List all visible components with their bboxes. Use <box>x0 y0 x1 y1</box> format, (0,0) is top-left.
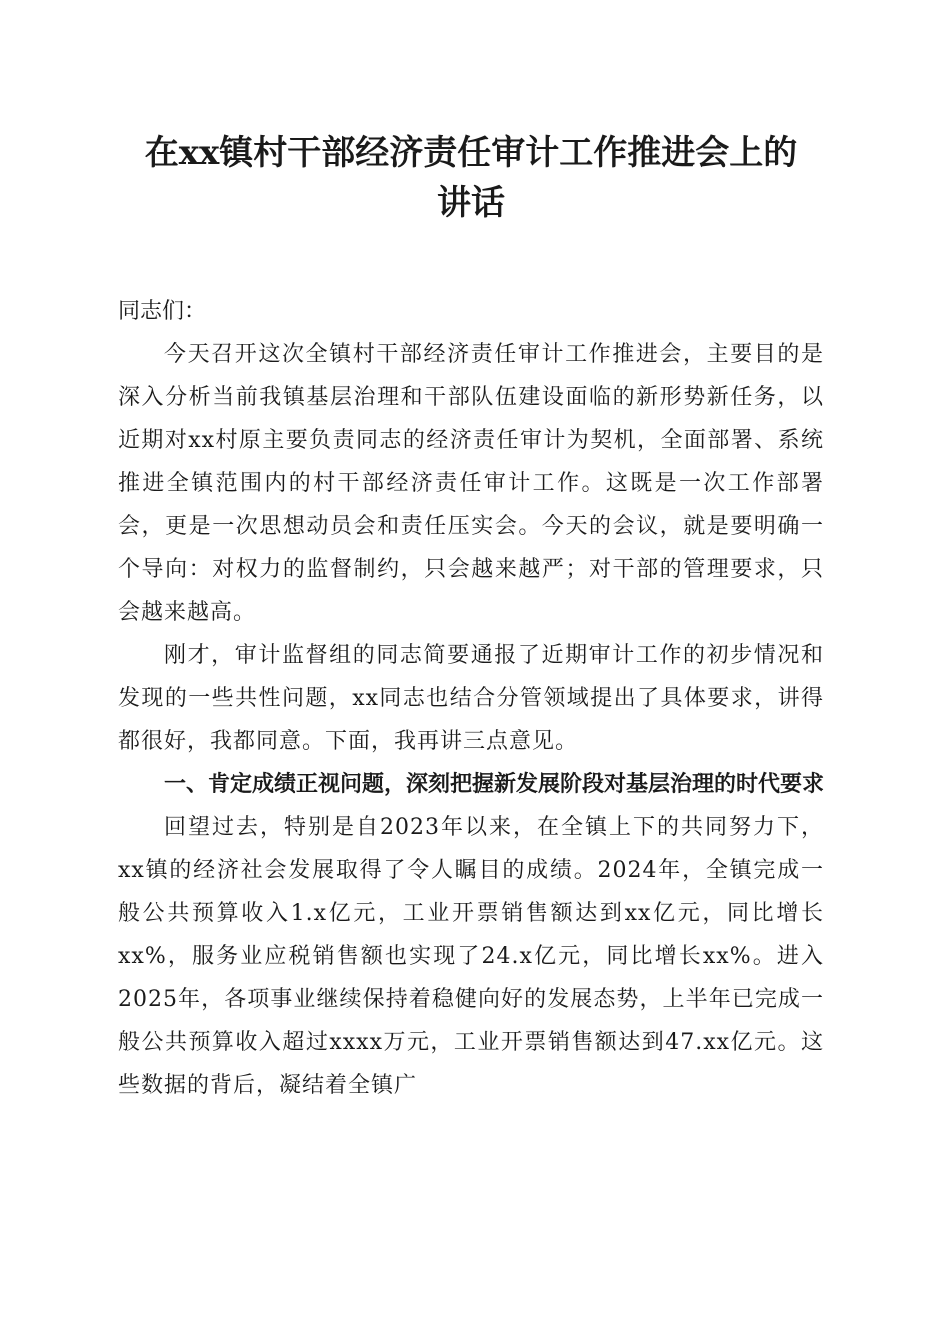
paragraph-achievements: 回望过去，特别是自2023年以来，在全镇上下的共同努力下，xx镇的经济社会发展取得了令人瞩目的成绩。2024年，全镇完成一般公共预算收入1.x亿元，工业开票销售额达到xx亿元，同比增长xx%，服务业应税销售额也实现了24.x亿元，同比增长xx%。进入2025年，各项事业继续保持着稳健向好的发展态势，上半年已完成一般公共预算收入超过xxxx万元，工业开票销售额达到47.xx亿元。这些数据的背后，凝结着全镇广 <box>118 815 824 1098</box>
paragraph-briefing: 刚才，审计监督组的同志简要通报了近期审计工作的初步情况和发现的一些共性问题，xx同志也结合分管领域提出了具体要求，讲得都很好，我都同意。下面，我再讲三点意见。 <box>118 643 824 754</box>
document-page <box>118 128 824 1107</box>
document-title <box>118 128 824 228</box>
paragraph-opening: 今天召开这次全镇村干部经济责任审计工作推进会，主要目的是深入分析当前我镇基层治理和干部队伍建设面临的新形势新任务，以近期对xx村原主要负责同志的经济责任审计为契机，全面部署、系统推进全镇范围内的村干部经济责任审计工作。这既是一次工作部署会，更是一次思想动员会和责任压实会。今天的会议，就是要明确一个导向：对权力的监督制约，只会越来越严；对干部的管理要求，只会越来越高。 <box>118 342 824 625</box>
section-heading-1: 一、肯定成绩正视问题，深刻把握新发展阶段对基层治理的时代要求 <box>164 772 825 797</box>
title-line-2: 讲话 <box>437 183 505 223</box>
title-line-1: 在xx镇村干部经济责任审计工作推进会上的 <box>144 133 798 173</box>
salutation: 同志们： <box>118 299 207 324</box>
